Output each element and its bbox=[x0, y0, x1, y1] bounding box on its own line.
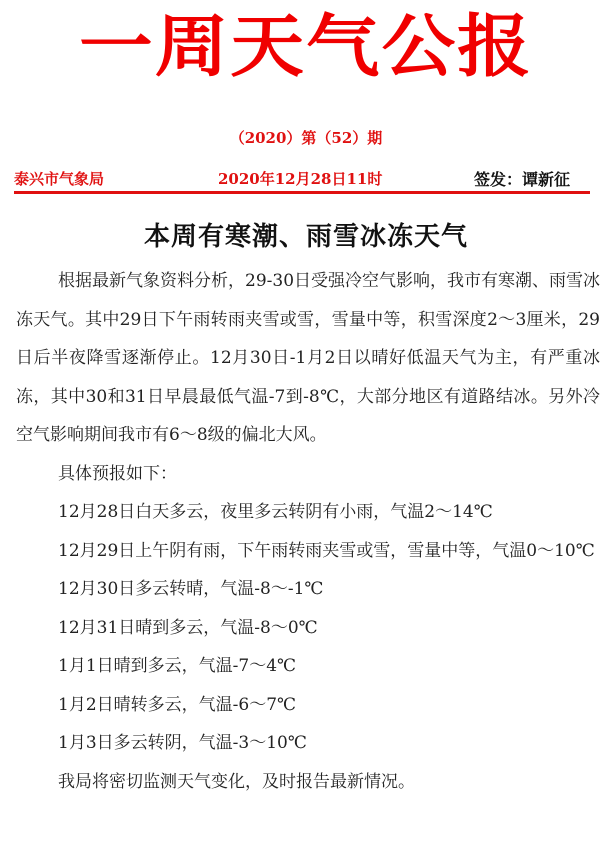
header-divider bbox=[14, 191, 590, 194]
agency-name: 泰兴市气象局 bbox=[14, 170, 105, 188]
forecast-day: 12月29日上午阴有雨，下午雨转雨夹雪或雪，雪量中等，气温0～10℃ bbox=[58, 540, 595, 561]
article-headline: 本周有寒潮、雨雪冰冻天气 bbox=[143, 222, 468, 252]
signer: 签发：谭新征 bbox=[474, 170, 571, 189]
forecast-day: 12月31日晴到多云，气温-8～0℃ bbox=[58, 617, 318, 638]
forecast-day: 12月30日多云转晴，气温-8～-1℃ bbox=[58, 579, 324, 599]
forecast-day: 12月28日白天多云，夜里多云转阴有小雨，气温2～14℃ bbox=[58, 502, 493, 522]
masthead-title: 一周天气公报 bbox=[79, 8, 533, 87]
forecast-intro: 具体预报如下： bbox=[58, 463, 177, 484]
issue-datetime: 2020年12月28日11时 bbox=[218, 170, 383, 188]
issue-number: （2020）第（52）期 bbox=[229, 129, 383, 147]
forecast-day: 1月3日多云转阴，气温-3～10℃ bbox=[58, 733, 307, 753]
article-body bbox=[16, 262, 600, 801]
forecast-day: 1月1日晴到多云，气温-7～4℃ bbox=[58, 656, 297, 676]
forecast-day: 1月2日晴转多云，气温-6～7℃ bbox=[58, 694, 297, 715]
closing-statement: 我局将密切监测天气变化，及时报告最新情况。 bbox=[58, 771, 415, 792]
summary-paragraph: 根据最新气象资料分析，29-30日受强冷空气影响，我市有寒潮、雨雪冰冻天气。其中29日下午雨转雨夹雪或雪，雪量中等，积雪深度2～3厘米，29日后半夜降雪逐渐停止。12月30日-1月2日以晴好低温天气为主，有严重冰冻，其中30和31日早晨最低气温-7到-8℃，大部分地区有道路结冰。另外冷空气影响期间我市有6～8级的偏北大风。 bbox=[16, 271, 601, 445]
